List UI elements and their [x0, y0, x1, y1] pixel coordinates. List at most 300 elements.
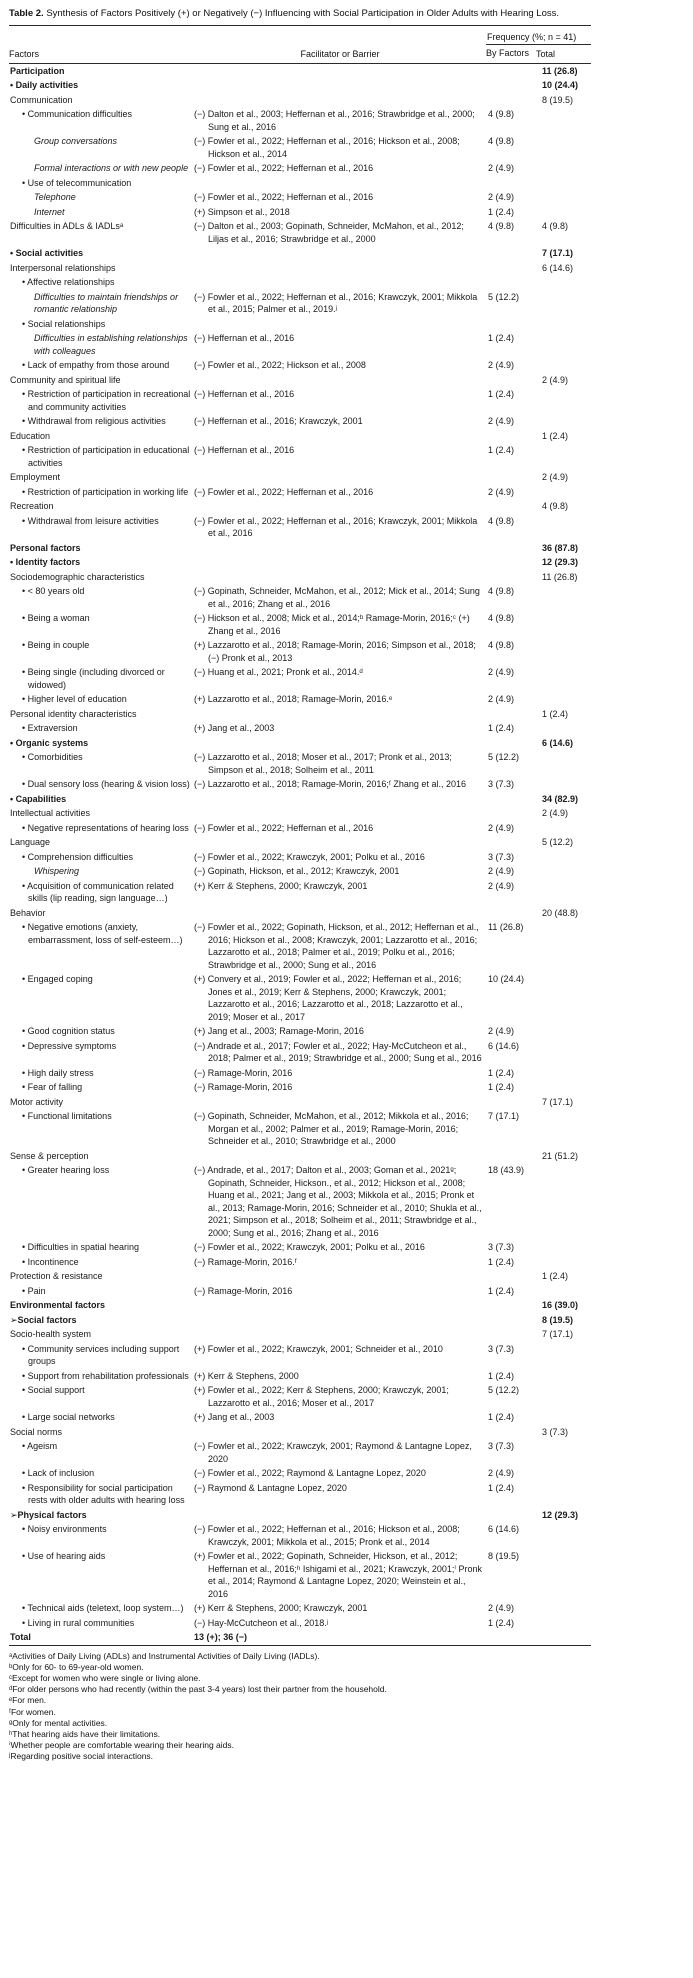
table-row	[9, 290, 591, 317]
footnote: ᵇOnly for 60- to 69-year-old women.	[9, 1661, 144, 1672]
table-row	[9, 63, 591, 78]
citation-cell: (+) Jang et al., 2003	[194, 1412, 275, 1422]
table-row	[9, 1066, 591, 1081]
total-cell	[536, 1066, 591, 1081]
factor-cell: Intellectual activities	[10, 808, 91, 818]
table-row	[9, 1039, 591, 1066]
table-row	[9, 555, 591, 570]
footnote: ᵍOnly for mental activities.	[9, 1717, 108, 1728]
by-factors-cell	[486, 317, 536, 332]
factor-cell: • Community services including support groups	[22, 1343, 180, 1366]
factor-cell: Environmental factors	[10, 1300, 106, 1310]
factor-cell: Participation	[10, 65, 65, 76]
factor-cell: Internet	[34, 206, 65, 217]
factor-cell: • Being a woman	[22, 613, 90, 623]
citation-cell: (−) Fowler et al., 2022; Raymond & Lantagne Lopez, 2020	[194, 1468, 426, 1478]
by-factors-cell: 10 (24.4)	[488, 974, 525, 984]
factor-cell: • Lack of empathy from those around	[22, 360, 170, 370]
citation-cell: (+) Convery et al., 2019; Fowler et al., 2022; Heffernan et al., 2016; Jones et al., 2019; Kerr & Stephens, 2000; Krawczyk, 2001; Lazzarotto et al., 2016; Lazzarotto et al., 2018; Lazzarotto et al., 2019; Moser et al., 2017	[194, 974, 463, 1022]
citation-cell: (−) Fowler et al., 2022; Heffernan et al., 2016; Hickson et al., 2008; Krawczyk, 2001; Mikkola et al., 2015; Pronk et al., 2014	[194, 1524, 460, 1547]
table-row	[9, 879, 591, 906]
table-row	[9, 1522, 591, 1549]
factor-cell: • Use of hearing aids	[22, 1551, 106, 1561]
citation-cell: (−) Fowler et al., 2022; Heffernan et al., 2016	[194, 163, 374, 173]
empty-header-cell	[194, 26, 486, 45]
by-factors-cell: 2 (4.9)	[488, 1603, 515, 1613]
by-factors-cell: 1 (2.4)	[488, 206, 515, 217]
footnote: ᶜExcept for women who were single or living alone.	[9, 1672, 201, 1683]
factor-cell: • Acquisition of communication related skills (lip reading, sign language…)	[22, 880, 174, 903]
by-factors-cell: 5 (12.2)	[488, 752, 520, 762]
table-row	[9, 1369, 591, 1384]
by-factors-cell: 2 (4.9)	[488, 360, 515, 370]
by-factors-cell	[486, 1508, 536, 1523]
citation-cell: (−) Andrade et al., 2017; Fowler et al., 2022; Hay-McCutcheon et al., 2018; Palmer et al., 2019; Strawbridge et al., 2000; Sung et al., 2016	[194, 1040, 482, 1063]
by-factors-cell: 3 (7.3)	[488, 1242, 515, 1252]
citation-cell: (−) Dalton et al., 2003; Heffernan et al., 2016; Strawbridge et al., 2000; Sung et al., 2016	[194, 109, 475, 132]
factor-cell: Total	[10, 1632, 31, 1642]
citation-cell	[194, 1298, 486, 1313]
by-factors-cell: 3 (7.3)	[488, 1441, 515, 1451]
table-row	[9, 1425, 591, 1440]
citation-cell	[194, 317, 486, 332]
total-cell	[536, 414, 591, 429]
total-cell: 10 (24.4)	[542, 80, 579, 90]
total-cell: 1 (2.4)	[542, 430, 569, 441]
citation-cell	[194, 806, 486, 821]
factor-cell: • Negative emotions (anxiety, embarrassment, loss of self-esteem…)	[22, 922, 183, 945]
table-row	[9, 1149, 591, 1164]
factor-cell: Language	[10, 837, 51, 847]
column-header-row	[9, 45, 591, 64]
total-cell	[536, 1163, 591, 1240]
citation-cell	[194, 906, 486, 921]
table-row	[9, 864, 591, 879]
total-cell	[536, 692, 591, 707]
citation-cell	[194, 1425, 486, 1440]
by-factors-cell	[486, 246, 536, 261]
factor-cell: Employment	[10, 472, 61, 482]
total-cell	[536, 1255, 591, 1270]
citation-cell	[194, 1313, 486, 1328]
table-row	[9, 1024, 591, 1039]
total-cell: 8 (19.5)	[542, 1314, 574, 1325]
citation-cell	[194, 93, 486, 108]
by-factors-cell: 1 (2.4)	[488, 1370, 515, 1381]
citation-cell: (−) Hay-McCutcheon et al., 2018.ʲ	[194, 1617, 329, 1628]
citation-cell: (−) Hickson et al., 2008; Mick et al., 2014;ᵇ Ramage-Morin, 2016;ᶜ (+) Zhang et al., 2016	[194, 613, 470, 636]
factor-cell: • Withdrawal from leisure activities	[22, 515, 159, 526]
table-row	[9, 246, 591, 261]
facilitator-column-header: Facilitator or Barrier	[194, 45, 486, 64]
factor-cell: • < 80 years old	[22, 586, 85, 596]
citation-cell: (−) Andrade, et al., 2017; Dalton et al., 2003; Goman et al., 2021ᵍ; Gopinath, Schneider, Hickson., et al., 2012; Hickson et al., 2008; Huang et al., 2021; Jang et al., 2003; Mikkola et al., 2015; Pronk et al., 2013; Ramage-Morin, 2016; Schneider et al., 2010; Shukla et al., 2021; Simpson et al., 2018; Solheim et al., 2011; Strawbridge et al., 2000; Sung et al., 2016; Zhang et al., 2016	[194, 1165, 482, 1238]
citation-cell: (−) Fowler et al., 2022; Heffernan et al., 2016	[194, 822, 374, 833]
by-factors-cell: 2 (4.9)	[488, 880, 515, 891]
by-factors-cell: 2 (4.9)	[488, 486, 515, 497]
table-row	[9, 514, 591, 541]
footnote: ⁱWhether people are comfortable wearing their hearing aids.	[9, 1740, 235, 1751]
total-cell	[536, 1109, 591, 1149]
table-row	[9, 1255, 591, 1270]
table-row	[9, 721, 591, 736]
citation-cell: (−) Huang et al., 2021; Pronk et al., 2014.ᵈ	[194, 667, 363, 677]
by-factors-cell	[486, 1149, 536, 1164]
factor-cell: Community and spiritual life	[10, 374, 121, 385]
total-cell	[536, 777, 591, 792]
citation-cell: (−) Fowler et al., 2022; Krawczyk, 2001; Raymond & Lantagne Lopez, 2020	[194, 1441, 472, 1464]
table-row	[9, 541, 591, 556]
factor-cell: ➢Social factors	[10, 1314, 77, 1325]
citation-cell: (−) Dalton et al., 2003; Gopinath, Schneider, McMahon, et al., 2012; Liljas et al., 2016; Strawbridge et al., 2000	[194, 221, 464, 244]
by-factors-cell: 1 (2.4)	[488, 1067, 515, 1078]
by-factors-cell	[486, 499, 536, 514]
table-caption-text: Synthesis of Factors Positively (+) or Negatively (−) Influencing with Social Participation in Older Adults with Hearing Loss.	[46, 8, 560, 19]
total-cell	[536, 920, 591, 972]
table-row	[9, 176, 591, 191]
table-row	[9, 707, 591, 722]
citation-cell: (−) Ramage-Morin, 2016.ᶠ	[194, 1256, 297, 1267]
factor-cell: • Comorbidities	[22, 752, 83, 762]
citation-cell	[194, 792, 486, 807]
total-cell	[536, 1284, 591, 1299]
table-row	[9, 373, 591, 388]
total-column-header: Total	[536, 45, 591, 64]
empty-header-cell	[9, 26, 194, 45]
factors-table	[9, 25, 591, 1646]
total-cell: 7 (17.1)	[542, 248, 574, 258]
by-factors-cell: 4 (9.8)	[488, 221, 515, 231]
table-row	[9, 107, 591, 134]
citation-cell	[194, 470, 486, 485]
table-row	[9, 161, 591, 176]
factor-cell: Personal factors	[10, 542, 81, 553]
citation-cell: (−) Fowler et al., 2022; Hickson et al., 2008	[194, 360, 366, 370]
total-cell	[536, 514, 591, 541]
citation-cell: (−) Heffernan et al., 2016	[194, 333, 295, 343]
total-cell	[536, 1039, 591, 1066]
total-cell: 4 (9.8)	[542, 501, 569, 511]
table-row	[9, 806, 591, 821]
factor-cell: • Comprehension difficulties	[22, 851, 134, 862]
factor-cell: • Support from rehabilitation professionals	[22, 1370, 189, 1381]
table-row	[9, 1109, 591, 1149]
factor-cell: • Being in couple	[22, 640, 90, 650]
citation-cell: (+) Fowler et al., 2022; Gopinath, Schneider, Hickson, et al., 2012; Heffernan et al., 2016;ʰ Ishigami et al., 2021; Krawczyk, 2001;ⁱ Pronk et al., 2014; Raymond & Lantagne Lopez, 2020; Weinstein et al., 2016	[194, 1551, 483, 1599]
factor-cell: • Pain	[22, 1285, 46, 1296]
total-cell: 36 (87.8)	[542, 542, 579, 553]
table-row	[9, 1630, 591, 1645]
table-row	[9, 205, 591, 220]
total-cell: 6 (14.6)	[542, 737, 574, 748]
by-factors-cell: 2 (4.9)	[488, 866, 515, 876]
table-row	[9, 429, 591, 444]
frequency-group-header: Frequency (%; n = 41)	[486, 26, 591, 45]
factor-cell: • Fear of falling	[22, 1082, 83, 1092]
factor-cell: • Engaged coping	[22, 974, 93, 984]
table-row	[9, 317, 591, 332]
by-factors-cell: 7 (17.1)	[488, 1111, 520, 1121]
citation-cell	[194, 429, 486, 444]
by-factors-cell: 1 (2.4)	[488, 333, 515, 343]
citation-cell: (−) Heffernan et al., 2016	[194, 445, 295, 455]
table-row	[9, 93, 591, 108]
factor-cell: Personal identity characteristics	[10, 708, 137, 719]
factor-cell: • Identity factors	[10, 557, 81, 567]
factor-cell: • Being single (including divorced or widowed)	[22, 667, 165, 690]
total-cell	[536, 864, 591, 879]
citation-cell: (−) Ramage-Morin, 2016	[194, 1285, 293, 1296]
table-row	[9, 750, 591, 777]
by-factors-cell: 5 (12.2)	[488, 1385, 520, 1395]
by-factors-cell	[486, 1313, 536, 1328]
total-cell	[536, 1601, 591, 1616]
total-cell: 2 (4.9)	[542, 374, 569, 385]
total-cell: 5 (12.2)	[542, 837, 574, 847]
by-factors-cell	[486, 470, 536, 485]
citation-cell	[194, 261, 486, 276]
factor-cell: Sense & perception	[10, 1150, 89, 1161]
table-row	[9, 1095, 591, 1110]
by-factors-cell: 1 (2.4)	[488, 1482, 515, 1493]
citation-cell: (+) Kerr & Stephens, 2000	[194, 1370, 299, 1381]
by-factors-cell: 1 (2.4)	[488, 1082, 515, 1092]
factor-cell: • Social support	[22, 1385, 85, 1395]
table-row	[9, 638, 591, 665]
by-factors-cell	[486, 78, 536, 93]
factor-cell: • Higher level of education	[22, 694, 127, 704]
citation-cell: (−) Fowler et al., 2022; Heffernan et al., 2016	[194, 192, 374, 202]
citation-cell: (−) Gopinath, Schneider, McMahon, et al., 2012; Mick et al., 2014; Sung et al., 2016; Zhang et al., 2016	[194, 586, 480, 609]
total-cell	[536, 161, 591, 176]
total-cell	[536, 205, 591, 220]
factor-cell: • Daily activities	[10, 80, 79, 90]
factor-cell: Difficulties to maintain friendships or romantic relationship	[34, 291, 179, 314]
table-row	[9, 1481, 591, 1508]
by-factors-cell	[486, 906, 536, 921]
table-row	[9, 665, 591, 692]
total-cell: 11 (26.8)	[542, 65, 578, 76]
total-cell	[536, 721, 591, 736]
footnote: ᵃActivities of Daily Living (ADLs) and Instrumental Activities of Daily Living (IADLs).	[9, 1650, 320, 1661]
table-row	[9, 821, 591, 836]
factor-cell: • Living in rural communities	[22, 1617, 135, 1628]
factor-cell: Education	[10, 430, 51, 441]
total-cell: 34 (82.9)	[542, 793, 579, 804]
citation-cell: (−) Lazzarotto et al., 2018; Moser et al., 2017; Pronk et al., 2013; Simpson et al., 2018; Solheim et al., 2011	[194, 752, 452, 775]
total-cell	[536, 1466, 591, 1481]
total-cell	[536, 317, 591, 332]
citation-cell: (−) Fowler et al., 2022; Krawczyk, 2001; Polku et al., 2016	[194, 1242, 425, 1252]
citation-cell	[194, 1095, 486, 1110]
citation-cell	[194, 1269, 486, 1284]
table-row	[9, 920, 591, 972]
total-cell	[536, 1481, 591, 1508]
citation-cell: 13 (+); 36 (−)	[194, 1632, 248, 1642]
table-body	[9, 63, 591, 1645]
by-factors-cell	[486, 1095, 536, 1110]
factor-cell: • Organic systems	[10, 737, 89, 748]
total-cell	[536, 1024, 591, 1039]
table-row	[9, 443, 591, 470]
footnote: ʲRegarding positive social interactions.	[9, 1751, 154, 1762]
by-factors-cell	[486, 792, 536, 807]
citation-cell: (+) Jang et al., 2003	[194, 723, 275, 733]
factor-cell: Socio-health system	[10, 1329, 92, 1339]
table-row	[9, 1240, 591, 1255]
total-cell: 21 (51.2)	[542, 1150, 579, 1161]
by-factors-cell	[486, 1269, 536, 1284]
by-factors-cell: 2 (4.9)	[488, 667, 515, 677]
total-cell: 7 (17.1)	[542, 1329, 574, 1339]
table-row	[9, 1342, 591, 1369]
table-row	[9, 570, 591, 585]
factor-cell: Sociodemographic characteristics	[10, 571, 145, 582]
by-factors-cell	[486, 275, 536, 290]
total-cell	[536, 584, 591, 611]
factor-cell: • Use of telecommunication	[22, 177, 132, 188]
by-factors-cell: 11 (26.8)	[488, 922, 524, 932]
total-cell	[536, 972, 591, 1024]
factor-cell: • Dual sensory loss (hearing & vision loss)	[22, 779, 190, 789]
by-factors-cell: 6 (14.6)	[488, 1040, 520, 1051]
total-cell	[536, 358, 591, 373]
citation-cell: (−) Heffernan et al., 2016; Krawczyk, 2001	[194, 416, 363, 426]
citation-cell	[194, 1149, 486, 1164]
total-cell	[536, 443, 591, 470]
by-factors-cell	[486, 1630, 536, 1645]
factors-column-header: Factors	[9, 45, 194, 64]
table-row	[9, 835, 591, 850]
table-title	[9, 7, 683, 20]
table-row	[9, 275, 591, 290]
total-cell: 6 (14.6)	[542, 262, 574, 273]
by-factors-cell	[486, 429, 536, 444]
table-row	[9, 792, 591, 807]
total-cell	[536, 331, 591, 358]
by-factors-cell	[486, 541, 536, 556]
by-factors-cell: 2 (4.9)	[488, 163, 515, 173]
by-factors-cell: 2 (4.9)	[488, 1026, 515, 1036]
by-factors-cell: 5 (12.2)	[488, 291, 520, 302]
factor-cell: • Incontinence	[22, 1256, 79, 1267]
total-cell	[536, 850, 591, 865]
table-row	[9, 331, 591, 358]
factor-cell: • Difficulties in spatial hearing	[22, 1242, 140, 1252]
by-factors-cell: 1 (2.4)	[488, 445, 515, 455]
citation-cell	[194, 835, 486, 850]
citation-cell: (−) Fowler et al., 2022; Heffernan et al., 2016	[194, 486, 374, 497]
citation-cell: (+) Lazzarotto et al., 2018; Ramage-Morin, 2016.ᵉ	[194, 694, 393, 704]
total-cell	[536, 176, 591, 191]
factor-cell: • Technical aids (teletext, loop system…)	[22, 1603, 184, 1613]
table-row	[9, 499, 591, 514]
table-row	[9, 1410, 591, 1425]
total-cell	[536, 275, 591, 290]
citation-cell: (−) Ramage-Morin, 2016	[194, 1082, 293, 1092]
table-row	[9, 1616, 591, 1631]
total-cell: 4 (9.8)	[542, 221, 569, 231]
by-factors-cell: 3 (7.3)	[488, 1343, 515, 1354]
table-number-label: Table 2.	[9, 8, 44, 19]
citation-cell: (+) Kerr & Stephens, 2000; Krawczyk, 2001	[194, 880, 368, 891]
by-factors-cell: 2 (4.9)	[488, 694, 515, 704]
total-cell: 12 (29.3)	[542, 557, 579, 567]
citation-cell	[194, 570, 486, 585]
table-row	[9, 1601, 591, 1616]
by-factors-cell: 1 (2.4)	[488, 1285, 515, 1296]
by-factors-cell: 3 (7.3)	[488, 851, 515, 862]
total-cell	[536, 1549, 591, 1601]
factor-cell: • Good cognition status	[22, 1026, 115, 1036]
total-cell	[536, 107, 591, 134]
factor-cell: • Affective relationships	[22, 277, 115, 287]
total-cell	[536, 1369, 591, 1384]
by-factors-cell: 1 (2.4)	[488, 1617, 515, 1628]
factor-cell: • High daily stress	[22, 1067, 94, 1078]
table-row	[9, 584, 591, 611]
factor-cell: Difficulties in ADLs & IADLsᵃ	[10, 221, 124, 231]
table-row	[9, 906, 591, 921]
frequency-header-row	[9, 26, 591, 45]
table-row	[9, 777, 591, 792]
total-cell	[536, 665, 591, 692]
by-factors-cell	[486, 707, 536, 722]
table-row	[9, 485, 591, 500]
table-row	[9, 972, 591, 1024]
factor-cell: • Ageism	[22, 1441, 58, 1451]
citation-cell	[194, 246, 486, 261]
total-cell	[536, 1410, 591, 1425]
factor-cell: • Negative representations of hearing loss	[22, 822, 189, 833]
table-row	[9, 1439, 591, 1466]
by-factors-cell	[486, 570, 536, 585]
citation-cell	[194, 555, 486, 570]
by-factors-cell	[486, 93, 536, 108]
factor-cell: • Social relationships	[22, 318, 106, 329]
total-cell: 20 (48.8)	[542, 907, 579, 918]
by-factors-cell	[486, 261, 536, 276]
citation-cell	[194, 541, 486, 556]
table-row	[9, 1269, 591, 1284]
by-factors-cell: 1 (2.4)	[488, 389, 515, 399]
table-row	[9, 1383, 591, 1410]
citation-cell	[194, 707, 486, 722]
total-cell: 11 (26.8)	[542, 571, 578, 582]
factor-cell: Protection & resistance	[10, 1271, 103, 1281]
by-factors-cell: 4 (9.8)	[488, 515, 515, 526]
factor-cell: • Responsibility for social participation rests with older adults with hearing loss	[22, 1482, 185, 1505]
by-factors-cell: 2 (4.9)	[488, 416, 515, 426]
by-factors-cell	[486, 555, 536, 570]
total-cell	[536, 879, 591, 906]
factor-cell: Whispering	[34, 866, 80, 876]
citation-cell	[194, 78, 486, 93]
citation-cell: (−) Heffernan et al., 2016	[194, 389, 295, 399]
table-row	[9, 692, 591, 707]
total-cell	[536, 1439, 591, 1466]
by-factors-cell: 1 (2.4)	[488, 1412, 515, 1422]
table-row	[9, 1549, 591, 1601]
by-factors-cell	[486, 176, 536, 191]
table-row	[9, 358, 591, 373]
citation-cell	[194, 499, 486, 514]
by-factors-cell: 3 (7.3)	[488, 779, 515, 789]
table-row	[9, 219, 591, 246]
citation-cell: (+) Fowler et al., 2022; Kerr & Stephens, 2000; Krawczyk, 2001; Lazzarotto et al., 2016; Moser et al., 2017	[194, 1385, 449, 1408]
total-cell	[536, 1342, 591, 1369]
factor-cell: Social norms	[10, 1426, 63, 1437]
